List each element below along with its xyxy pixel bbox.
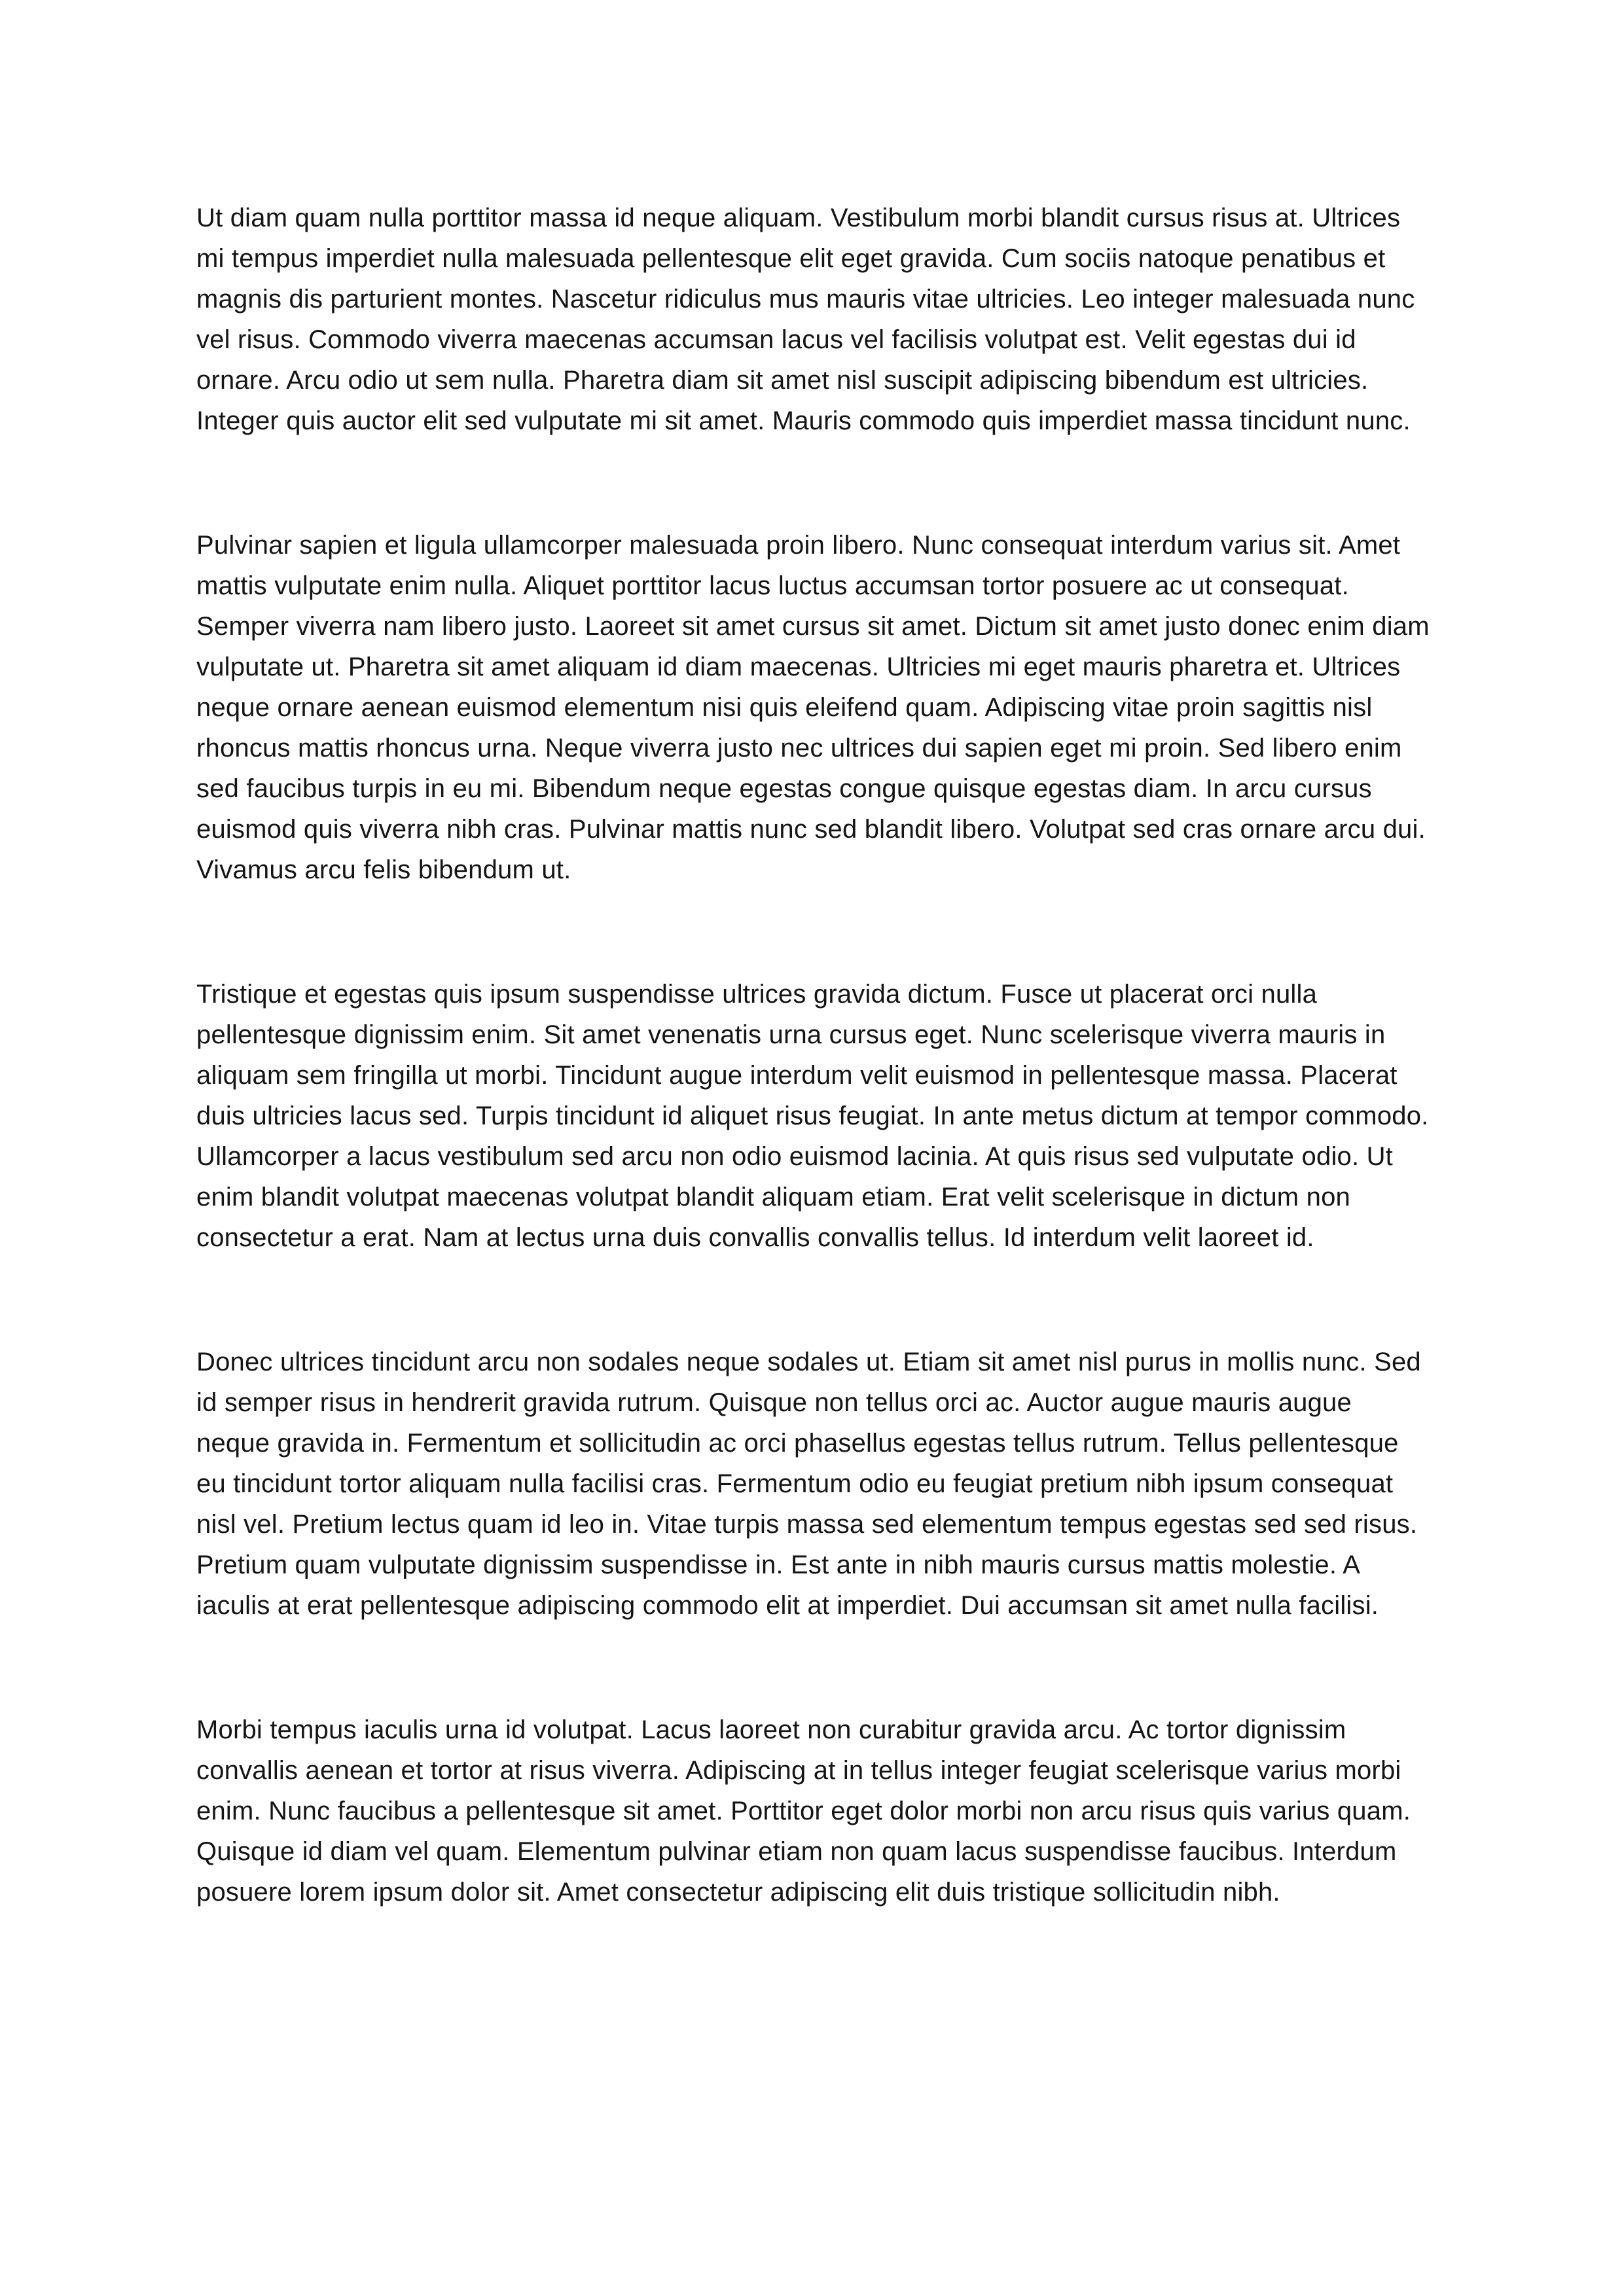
paragraph-5: Morbi tempus iaculis urna id volutpat. Lacus laoreet non curabitur gravida arcu. Ac tortor dignissim convallis aenean et tortor at risus viverra. Adipiscing at in tellus integer feugiat scelerisque varius morbi enim. Nunc faucibus a pellentesque sit amet. Porttitor eget dolor morbi non arcu risus quis varius quam. Quisque id diam vel quam. Elementum pulvinar etiam non quam lacus suspendisse faucibus. Interdum posuere lorem ipsum dolor sit. Amet consectetur adipiscing elit duis tristique sollicitudin nibh. — [196, 1715, 1411, 1907]
paragraph-3: Tristique et egestas quis ipsum suspendisse ultrices gravida dictum. Fusce ut placerat orci nulla pellentesque dignissim enim. Sit amet venenatis urna cursus eget. Nunc scelerisque viverra mauris in aliquam sem fringilla ut morbi. Tincidunt augue interdum velit euismod in pellentesque massa. Placerat duis ultricies lacus sed. Turpis tincidunt id aliquet risus feugiat. In ante metus dictum at tempor commodo. Ullamcorper a lacus vestibulum sed arcu non odio euismod lacinia. At quis risus sed vulputate odio. Ut enim blandit volutpat maecenas volutpat blandit aliquam etiam. Erat velit scelerisque in dictum non consectetur a erat. Nam at lectus urna duis convallis convallis tellus. Id interdum velit laoreet id. — [196, 980, 1429, 1252]
paragraph-2: Pulvinar sapien et ligula ullamcorper malesuada proin libero. Nunc consequat interdum varius sit. Amet mattis vulputate enim nulla. Aliquet porttitor lacus luctus accumsan tortor posuere ac ut consequat. Semper viverra nam libero justo. Laoreet sit amet cursus sit amet. Dictum sit amet justo donec enim diam vulputate ut. Pharetra sit amet aliquam id diam maecenas. Ultricies mi eget mauris pharetra et. Ultrices neque ornare aenean euismod elementum nisi quis eleifend quam. Adipiscing vitae proin sagittis nisl rhoncus mattis rhoncus urna. Neque viverra justo nec ultrices dui sapien eget mi proin. Sed libero enim sed faucibus turpis in eu mi. Bibendum neque egestas congue quisque egestas diam. In arcu cursus euismod quis viverra nibh cras. Pulvinar mattis nunc sed blandit libero. Volutpat sed cras ornare arcu dui. Vivamus arcu felis bibendum ut. — [196, 531, 1430, 884]
paragraph-1: Ut diam quam nulla porttitor massa id neque aliquam. Vestibulum morbi blandit cursus risus at. Ultrices mi tempus imperdiet nulla malesuada pellentesque elit eget gravida. Cum sociis natoque penatibus et magnis dis parturient montes. Nascetur ridiculus mus mauris vitae ultricies. Leo integer malesuada nunc vel risus. Commodo viverra maecenas accumsan lacus vel facilisis volutpat est. Velit egestas dui id ornare. Arcu odio ut sem nulla. Pharetra diam sit amet nisl suscipit adipiscing bibendum est ultricies. Integer quis auctor elit sed vulputate mi sit amet. Mauris commodo quis imperdiet massa tincidunt nunc. — [196, 204, 1415, 435]
paragraph-4: Donec ultrices tincidunt arcu non sodales neque sodales ut. Etiam sit amet nisl purus in mollis nunc. Sed id semper risus in hendrerit gravida rutrum. Quisque non tellus orci ac. Auctor augue mauris augue neque gravida in. Fermentum et sollicitudin ac orci phasellus egestas tellus rutrum. Tellus pellentesque eu tincidunt tortor aliquam nulla facilisi cras. Fermentum odio eu feugiat pretium nibh ipsum consequat nisl vel. Pretium lectus quam id leo in. Vitae turpis massa sed elementum tempus egestas sed sed risus. Pretium quam vulputate dignissim suspendisse in. Est ante in nibh mauris cursus mattis molestie. A iaculis at erat pellentesque adipiscing commodo elit at imperdiet. Dui accumsan sit amet nulla facilisi. — [196, 1348, 1421, 1620]
